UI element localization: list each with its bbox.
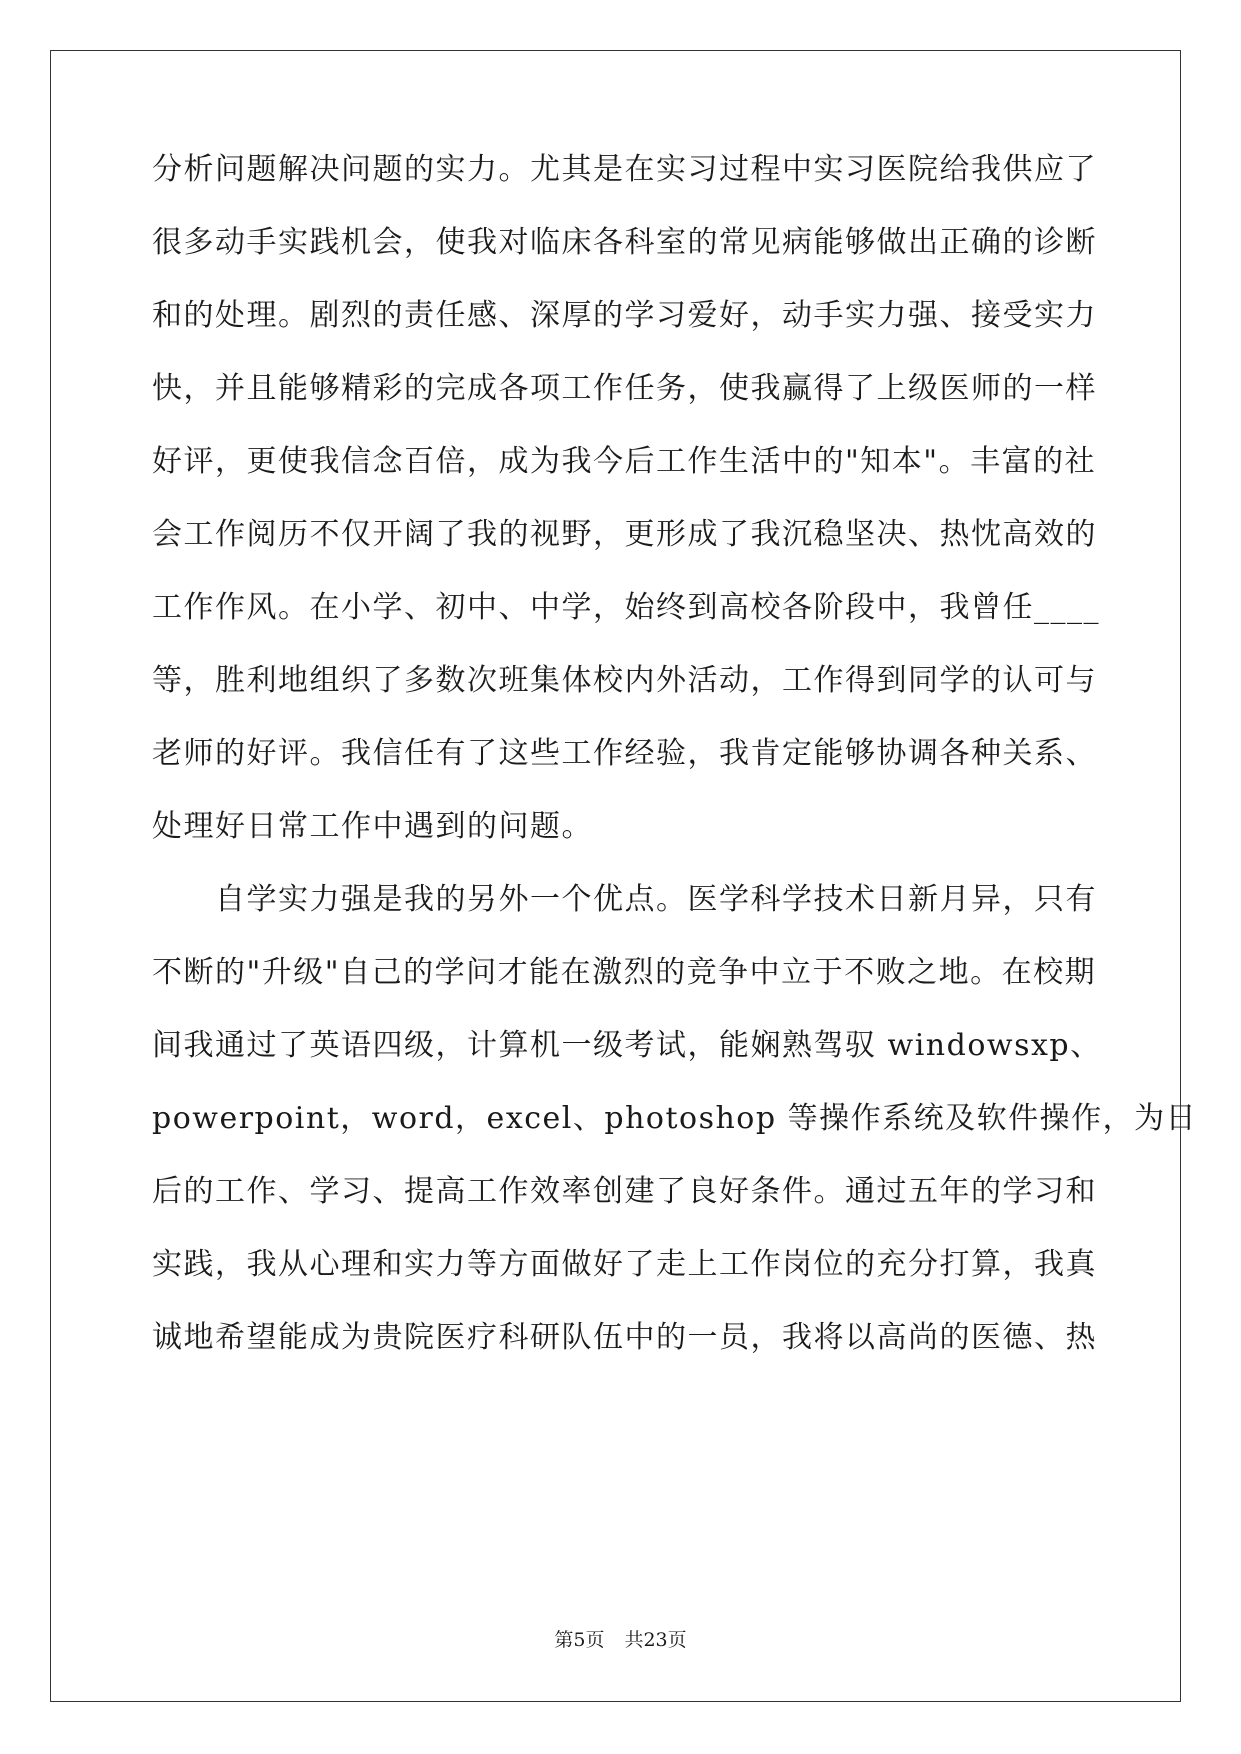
text-line: 会工作阅历不仅开阔了我的视野，更形成了我沉稳坚决、热忱高效的 <box>152 517 1097 552</box>
page-footer <box>0 1625 1241 1652</box>
text-line: 好评，更使我信念百倍，成为我今后工作生活中的"知本"。丰富的社 <box>152 444 1097 479</box>
text-line: 分析问题解决问题的实力。尤其是在实习过程中实习医院给我供应了 <box>152 152 1097 187</box>
text-line: 等，胜利地组织了多数次班集体校内外活动，工作得到同学的认可与 <box>152 663 1097 698</box>
text-line: 快，并且能够精彩的完成各项工作任务，使我赢得了上级医师的一样 <box>152 371 1097 406</box>
text-line: 间我通过了英语四级，计算机一级考试，能娴熟驾驭 windowsxp、 <box>152 1028 1102 1063</box>
total-pages: 共23页 <box>624 1629 687 1651</box>
paragraph-first-line: 自学实力强是我的另外一个优点。医学科学技术日新月异，只有 <box>215 882 1097 917</box>
text-line: 很多动手实践机会，使我对临床各科室的常见病能够做出正确的诊断 <box>152 225 1097 260</box>
text-line: 不断的"升级"自己的学问才能在激烈的竞争中立于不败之地。在校期 <box>152 955 1097 990</box>
text-line: 老师的好评。我信任有了这些工作经验，我肯定能够协调各种关系、 <box>152 736 1097 771</box>
text-line: 后的工作、学习、提高工作效率创建了良好条件。通过五年的学习和 <box>152 1174 1097 1209</box>
text-line: powerpoint，word，excel、photoshop 等操作系统及软件操作，为日 <box>152 1101 1198 1136</box>
text-line: 诚地希望能成为贵院医疗科研队伍中的一员，我将以高尚的医德、热 <box>152 1320 1097 1355</box>
text-line: 实践，我从心理和实力等方面做好了走上工作岗位的充分打算，我真 <box>152 1247 1097 1282</box>
text-line: 工作作风。在小学、初中、中学，始终到高校各阶段中，我曾任____ <box>152 590 1100 625</box>
text-line: 处理好日常工作中遇到的问题。 <box>152 809 593 844</box>
text-line: 和的处理。剧烈的责任感、深厚的学习爱好，动手实力强、接受实力 <box>152 298 1097 333</box>
page-number: 第5页 <box>554 1629 605 1651</box>
